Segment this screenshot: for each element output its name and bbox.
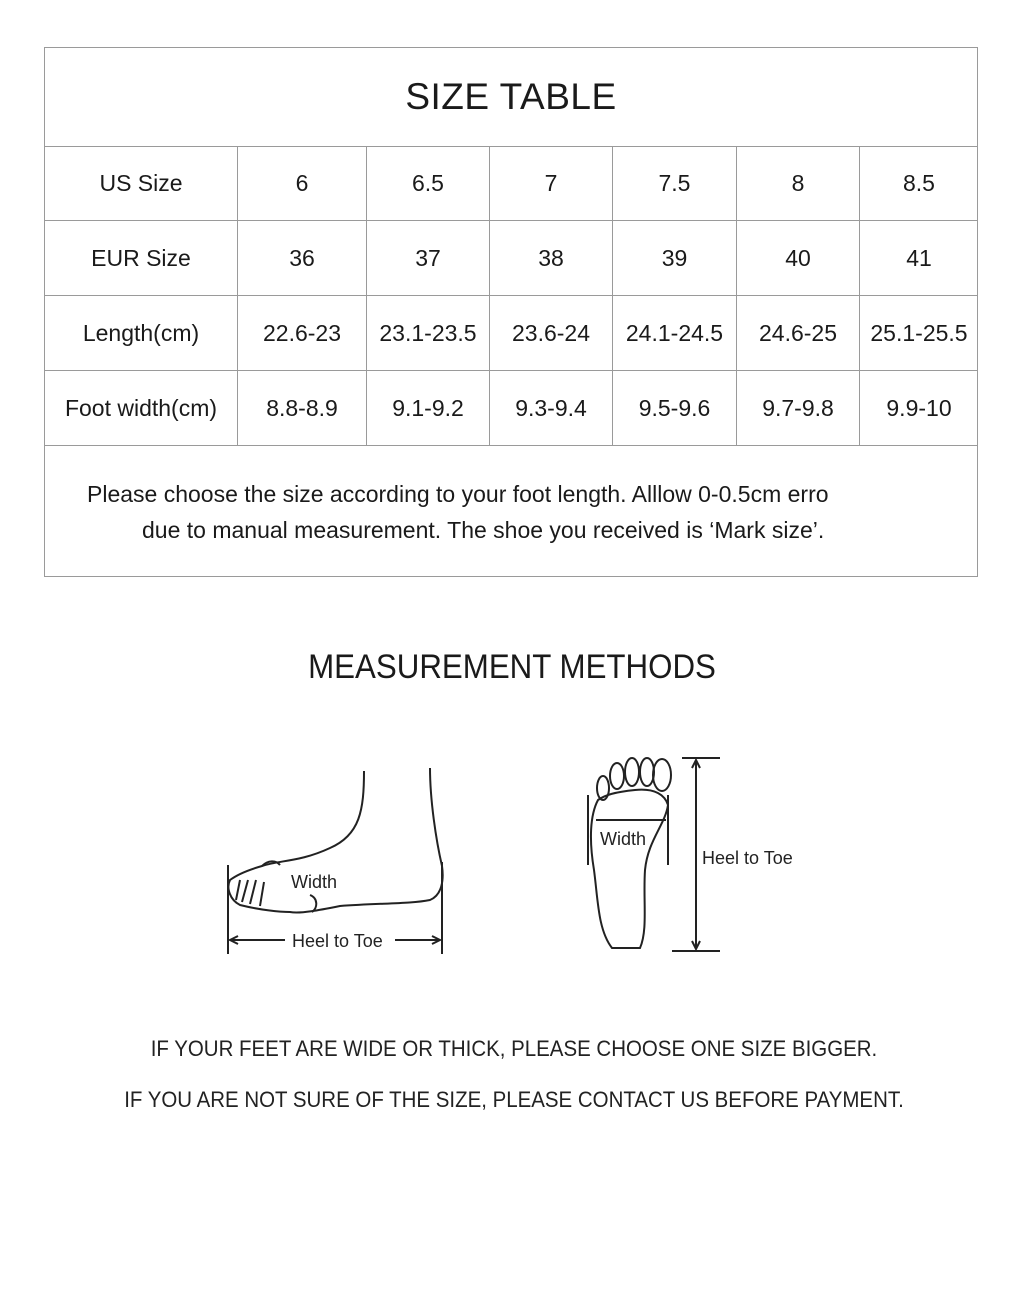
- size-cell: 25.1-25.5: [860, 296, 978, 371]
- row-label: Length(cm): [45, 296, 238, 371]
- size-cell: 9.3-9.4: [490, 371, 613, 446]
- sole-foot-illustration: [588, 758, 793, 951]
- size-cell: 41: [860, 221, 978, 296]
- size-cell: 8.5: [860, 146, 978, 221]
- row-label: EUR Size: [45, 221, 238, 296]
- side-length-label: Heel to Toe: [292, 931, 383, 951]
- size-cell: 9.7-9.8: [737, 371, 860, 446]
- size-cell: 6.5: [367, 146, 490, 221]
- size-cell: 8.8-8.9: [238, 371, 367, 446]
- size-cell: 9.9-10: [860, 371, 978, 446]
- size-cell: 39: [613, 221, 737, 296]
- size-cell: 9.1-9.2: [367, 371, 490, 446]
- size-cell: 7: [490, 146, 613, 221]
- row-label: US Size: [45, 146, 238, 221]
- size-cell: 23.6-24: [490, 296, 613, 371]
- size-table-title: SIZE TABLE: [45, 48, 977, 147]
- side-width-label: Width: [291, 872, 338, 892]
- size-cell: 9.5-9.6: [613, 371, 737, 446]
- size-cell: 24.1-24.5: [613, 296, 737, 371]
- tip-contact-us: IF YOU ARE NOT SURE OF THE SIZE, PLEASE CONTACT US BEFORE PAYMENT.: [124, 1087, 904, 1112]
- size-cell: 6: [238, 146, 367, 221]
- measurement-title: MEASUREMENT METHODS: [308, 648, 716, 686]
- size-cell: 37: [367, 221, 490, 296]
- sole-width-label: Width: [600, 829, 647, 849]
- note-line-1: Please choose the size according to your foot length. Alllow 0-0.5cm erro: [87, 481, 829, 507]
- sole-length-label: Heel to Toe: [702, 848, 793, 868]
- size-cell: 40: [737, 221, 860, 296]
- size-cell: 8: [737, 146, 860, 221]
- row-label: Foot width(cm): [45, 371, 238, 446]
- tip-wide-feet: IF YOUR FEET ARE WIDE OR THICK, PLEASE CHOOSE ONE SIZE BIGGER.: [150, 1036, 878, 1061]
- size-cell: 38: [490, 221, 613, 296]
- side-foot-illustration: [228, 768, 443, 954]
- size-cell: 22.6-23: [238, 296, 367, 371]
- size-cell: 24.6-25: [737, 296, 860, 371]
- size-cell: 23.1-23.5: [367, 296, 490, 371]
- size-cell: 36: [238, 221, 367, 296]
- note-line-2: due to manual measurement. The shoe you received is ‘Mark size’.: [142, 517, 825, 543]
- size-cell: 7.5: [613, 146, 737, 221]
